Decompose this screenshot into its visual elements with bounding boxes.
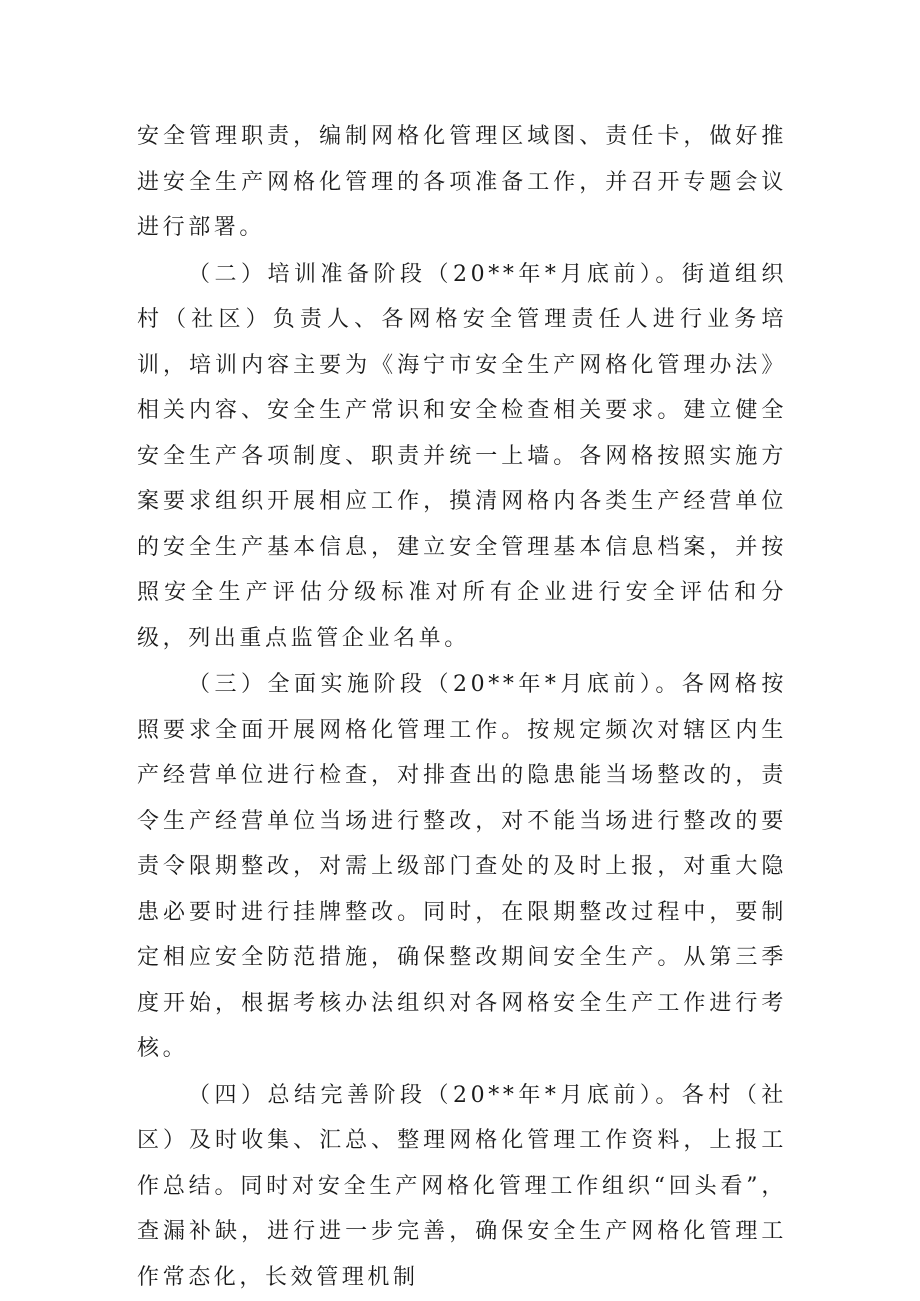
document-body — [137, 114, 787, 1300]
paragraph-summary-phase: （四）总结完善阶段（20**年*月底前）。各村（社区）及时收集、汇总、整理网格化管理工作资料，上报工作总结。同时对安全生产网格化管理工作组织“回头看”，查漏补缺，进行进一步完善，确保安全生产网格化管理工作常态化，长效管理机制 — [137, 1082, 787, 1290]
paragraph-training-phase: （二）培训准备阶段（20**年*月底前）。街道组织村（社区）负责人、各网格安全管理责任人进行业务培训，培训内容主要为《海宁市安全生产网格化管理办法》相关内容、安全生产常识和安全检查相关要求。建立健全安全生产各项制度、职责并统一上墙。各网格按照实施方案要求组织开展相应工作，摸清网格内各类生产经营单位的安全生产基本信息，建立安全管理基本信息档案，并按照安全生产评估分级标准对所有企业进行安全评估和分级，列出重点监管企业名单。 — [137, 261, 787, 651]
paragraph-continuation: 安全管理职责，编制网格化管理区域图、责任卡，做好推进安全生产网格化管理的各项准备工作，并召开专题会议进行部署。 — [137, 124, 787, 240]
paragraph-implementation-phase: （三）全面实施阶段（20**年*月底前）。各网格按照要求全面开展网格化管理工作。按规定频次对辖区内生产经营单位进行检查，对排查出的隐患能当场整改的，责令生产经营单位当场进行整改，对不能当场进行整改的要责令限期整改，对需上级部门查处的及时上报，对重大隐患必要时进行挂牌整改。同时，在限期整改过程中，要制定相应安全防范措施，确保整改期间安全生产。从第三季度开始，根据考核办法组织对各网格安全生产工作进行考核。 — [137, 672, 787, 1061]
